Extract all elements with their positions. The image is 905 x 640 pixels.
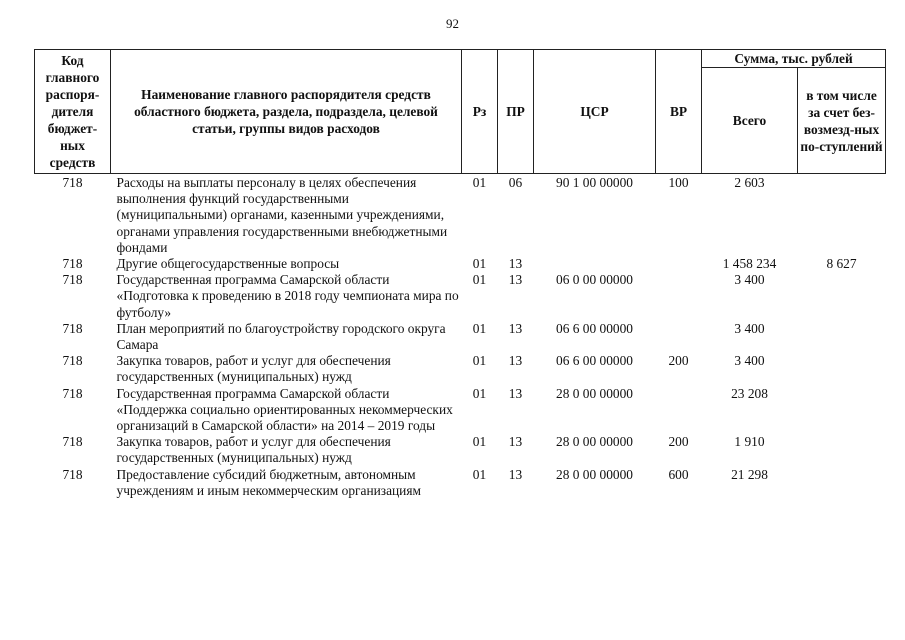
cell-rz: 01: [472, 320, 487, 336]
cell-name: Предоставление субсидий бюджетным, автономным учреждениям и иным некоммерческим организациям: [116, 466, 421, 498]
header-csr: ЦСР: [534, 50, 656, 174]
cell-total: 1 910: [734, 434, 765, 450]
cell-code: 718: [62, 353, 83, 369]
cell-pr: 13: [508, 466, 523, 482]
cell-grants: [798, 467, 886, 499]
cell-csr: 28 0 00 00000: [556, 434, 633, 450]
cell-rz: 01: [472, 175, 487, 190]
table-row: [35, 434, 886, 466]
cell-grants: 8 627: [826, 256, 857, 272]
cell-code: 718: [62, 434, 83, 450]
budget-table: [34, 49, 886, 499]
cell-grants: [798, 434, 886, 466]
cell-csr: 06 6 00 00000: [556, 320, 633, 336]
cell-rz: 01: [472, 434, 487, 450]
cell-rz: 01: [472, 466, 487, 482]
cell-vr: 200: [668, 353, 689, 369]
cell-vr: 600: [668, 466, 689, 482]
table-row: [35, 174, 886, 257]
cell-name: Государственная программа Самарской области «Поддержка социально ориентированных некоммерческих организаций в Самарской области» на 2014 – 2019 годы: [116, 385, 453, 434]
cell-pr: 06: [508, 175, 523, 190]
cell-csr: [534, 256, 656, 272]
cell-csr: 90 1 00 00000: [556, 175, 633, 190]
cell-vr: [656, 272, 702, 321]
cell-name: Государственная программа Самарской области «Подготовка к проведению в 2018 году чемпионата мира по футболу»: [116, 272, 459, 320]
cell-pr: 13: [508, 256, 523, 272]
cell-total: 3 400: [734, 353, 765, 369]
cell-grants: [798, 174, 886, 257]
cell-grants: [798, 321, 886, 353]
table-row: [35, 321, 886, 353]
cell-grants: [798, 386, 886, 435]
header-sum: Сумма, тыс. рублей: [702, 50, 886, 68]
cell-csr: 06 6 00 00000: [556, 353, 633, 369]
cell-name: Другие общегосударственные вопросы: [116, 256, 340, 272]
table-row: [35, 386, 886, 435]
header-rz: Рз: [462, 50, 498, 174]
cell-vr: [656, 321, 702, 353]
cell-grants: [798, 353, 886, 385]
cell-code: 718: [62, 385, 83, 401]
cell-vr: 200: [668, 434, 689, 450]
cell-total: 2 603: [734, 175, 765, 190]
cell-rz: 01: [472, 272, 487, 288]
cell-code: 718: [62, 175, 83, 190]
header-total: Всего: [702, 68, 798, 174]
cell-rz: 01: [472, 385, 487, 401]
cell-name: План мероприятий по благоустройству городского округа Самара: [116, 320, 446, 353]
header-including-grants: в том числе за счет без-возмезд-ных по-ступлений: [798, 68, 886, 174]
cell-name: Закупка товаров, работ и услуг для обеспечения государственных (муниципальных) нужд: [116, 353, 391, 385]
table-row: [35, 256, 886, 272]
cell-pr: 13: [508, 272, 523, 288]
cell-code: 718: [62, 466, 83, 482]
table-row: [35, 467, 886, 499]
header-code: Код главного распоря-дителя бюджет-ных средств: [35, 50, 111, 174]
page-number: 92: [446, 16, 459, 31]
cell-pr: 13: [508, 385, 523, 401]
table-row: [35, 272, 886, 321]
header-pr: ПР: [498, 50, 534, 174]
cell-csr: 06 0 00 00000: [556, 272, 633, 288]
cell-total: 23 208: [731, 385, 768, 401]
cell-csr: 28 0 00 00000: [556, 385, 633, 401]
header-name: Наименование главного распорядителя средств областного бюджета, раздела, подраздела, целевой статьи, группы видов расходов: [111, 50, 462, 174]
cell-grants: [798, 272, 886, 321]
cell-rz: 01: [472, 353, 487, 369]
cell-rz: 01: [472, 256, 487, 272]
header-vr: ВР: [656, 50, 702, 174]
cell-total: 3 400: [734, 320, 765, 336]
cell-code: 718: [62, 272, 83, 288]
cell-pr: 13: [508, 353, 523, 369]
cell-vr: [656, 386, 702, 435]
table-body: [35, 174, 886, 500]
cell-csr: 28 0 00 00000: [556, 466, 633, 482]
cell-vr: 100: [668, 175, 689, 190]
cell-code: 718: [62, 256, 83, 272]
cell-pr: 13: [508, 434, 523, 450]
cell-total: 21 298: [731, 466, 768, 482]
table-row: [35, 353, 886, 385]
cell-name: Закупка товаров, работ и услуг для обеспечения государственных (муниципальных) нужд: [116, 434, 391, 466]
cell-name: Расходы на выплаты персоналу в целях обеспечения выполнения функций государственными (муниципальными) органами, казенными учреждениями, органами управления государственными внебюджетными фондами: [116, 175, 448, 255]
cell-code: 718: [62, 320, 83, 336]
cell-total: 3 400: [734, 272, 765, 288]
cell-vr: [656, 256, 702, 272]
cell-pr: 13: [508, 320, 523, 336]
cell-total: 1 458 234: [722, 256, 777, 272]
